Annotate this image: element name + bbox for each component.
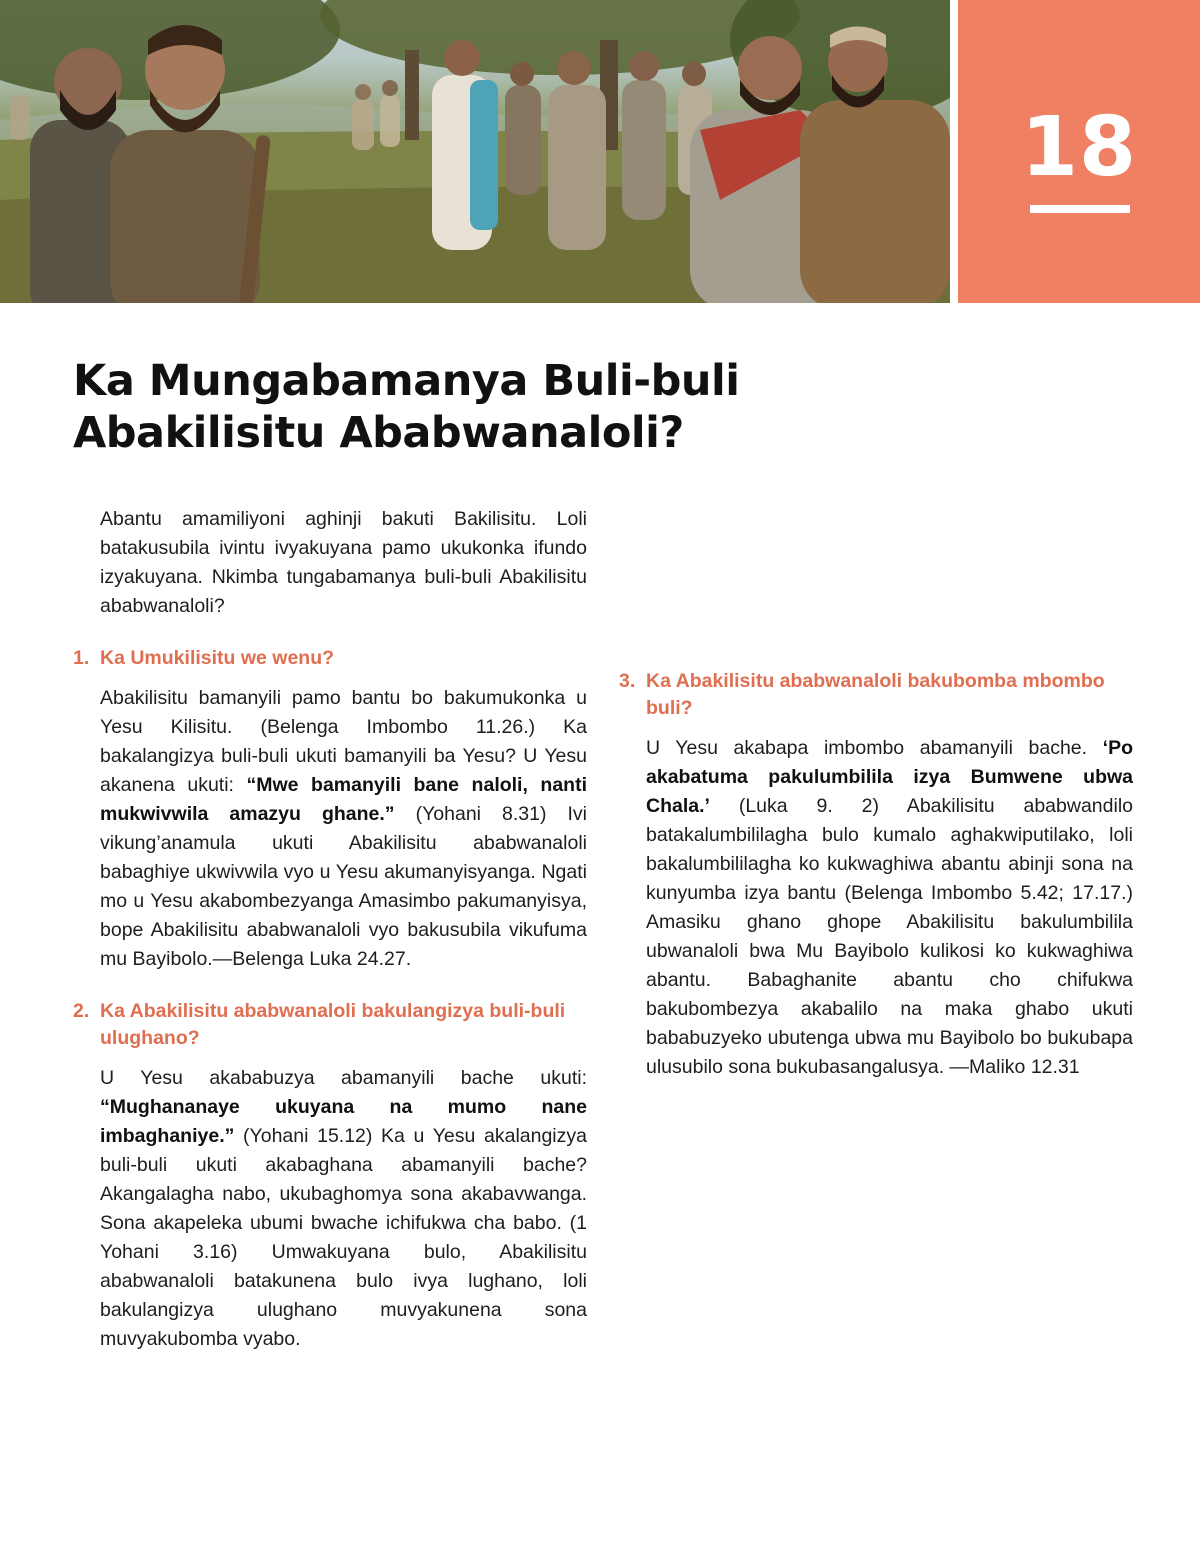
question-3-number: 3. bbox=[619, 670, 636, 692]
lesson-number: 18 bbox=[1020, 100, 1138, 195]
question-3-heading bbox=[619, 668, 1133, 722]
question-2-paragraph bbox=[73, 1064, 587, 1354]
question-1-text: Ka Umukilisitu we wenu? bbox=[100, 647, 335, 669]
question-2-text-a: U Yesu akababuzya abamanyili bache ukuti: bbox=[100, 1067, 587, 1089]
question-1-quote: “Mwe bamanyili bane naloli, nanti mukwivwila amazyu ghane.” bbox=[100, 774, 588, 825]
question-3-paragraph bbox=[619, 734, 1133, 1082]
page-title bbox=[73, 355, 973, 459]
lesson-badge bbox=[958, 0, 1200, 303]
question-3-text-b: (Luka 9. 2) Abakilisitu ababwandilo batakalumbililagha bulo kumalo aghakwiputilako, loli bakalumbililagha ko kukwaghiwa abantu abinji sona na kunyumba izya bantu (Belenga Imbombo 5.42; 17.17.) Amasiku ghano ghope Abakilisitu bakulumbilila ubwanaloli bwa Mu Bayibolo kulikosi ko kukwaghiwa abantu. Babaghanite abantu cho chifukwa bakubombezya akabalilo na maka ghabo ukuti bababuzyeko ubutenga ubwa mu Bayibolo bo bukubapa ulusubilo sona bukubasangalusya. —Maliko 12.31 bbox=[646, 795, 1133, 1078]
title-line-2: Abakilisitu Ababwanaloli? bbox=[73, 408, 684, 458]
right-column-content bbox=[619, 668, 1133, 1082]
question-2-quote: “Mughananaye ukuyana na mumo nane imbaghaniye.” bbox=[100, 1096, 587, 1147]
question-1-number: 1. bbox=[73, 647, 90, 669]
question-2-number: 2. bbox=[73, 1000, 90, 1022]
question-2-heading bbox=[73, 998, 587, 1052]
question-1-text-b: (Yohani 8.31) Ivi vikung’anamula ukuti Abakilisitu ababwanaloli babaghiye ukwivwila vyo u Yesu akumanyisyanga. Ngati mo u Yesu akabombezyanga Amasimbo pakumanyisya, bope Abakilisitu ababwanaloli vyo bakusubila vikufuma mu Bayibolo.—Belenga Luka 24.27. bbox=[100, 803, 588, 970]
header-divider bbox=[950, 0, 958, 303]
question-1-paragraph bbox=[73, 684, 587, 974]
question-3-quote: ‘Po akabatuma pakulumbilila izya Bumwene ubwa Chala.’ bbox=[646, 737, 1133, 817]
question-2-text-b: (Yohani 15.12) Ka u Yesu akalangizya buli-buli ukuti akabaghana abamanyili bache? Akangalagha nabo, ukubaghomya sona akabavwanga. Sona akapeleka ubumi bwache ichifukwa cha babo. (1 Yohani 3.16) Umwakuyana bulo, Abakilisitu ababwanaloli batakunena bulo ivya lughano, loli bakulangizya ulughano muvyakunena sona muvyakubomba vyabo. bbox=[100, 1125, 587, 1350]
question-3-text: Ka Abakilisitu ababwanaloli bakubomba mbombo buli? bbox=[646, 670, 1105, 719]
lesson-underline bbox=[1030, 205, 1130, 213]
question-2-text: Ka Abakilisitu ababwanaloli bakulangizya buli-buli ulughano? bbox=[100, 1000, 566, 1049]
question-1-heading bbox=[73, 645, 587, 672]
title-line-1: Ka Mungabamanya Buli-buli bbox=[73, 356, 740, 406]
question-3-text-a: U Yesu akabapa imbombo abamanyili bache. bbox=[646, 737, 1103, 759]
hero-illustration bbox=[0, 0, 950, 303]
left-column bbox=[73, 505, 587, 1354]
intro-paragraph: Abantu amamiliyoni aghinji bakuti Bakilisitu. Loli batakusubila ivintu ivyakuyana pamo ukukonka ifundo izyakuyana. Nkimba tungabamanya buli-buli Abakilisitu ababwanaloli? bbox=[100, 508, 587, 617]
question-1-text-a: Abakilisitu bamanyili pamo bantu bo bakumukonka u Yesu Kilisitu. (Belenga Imbombo 11.26.) Ka bakalangizya buli-buli ukuti bamanyili ba Yesu? U Yesu akanena ukuti: bbox=[100, 687, 587, 796]
hero-scene bbox=[0, 0, 950, 303]
